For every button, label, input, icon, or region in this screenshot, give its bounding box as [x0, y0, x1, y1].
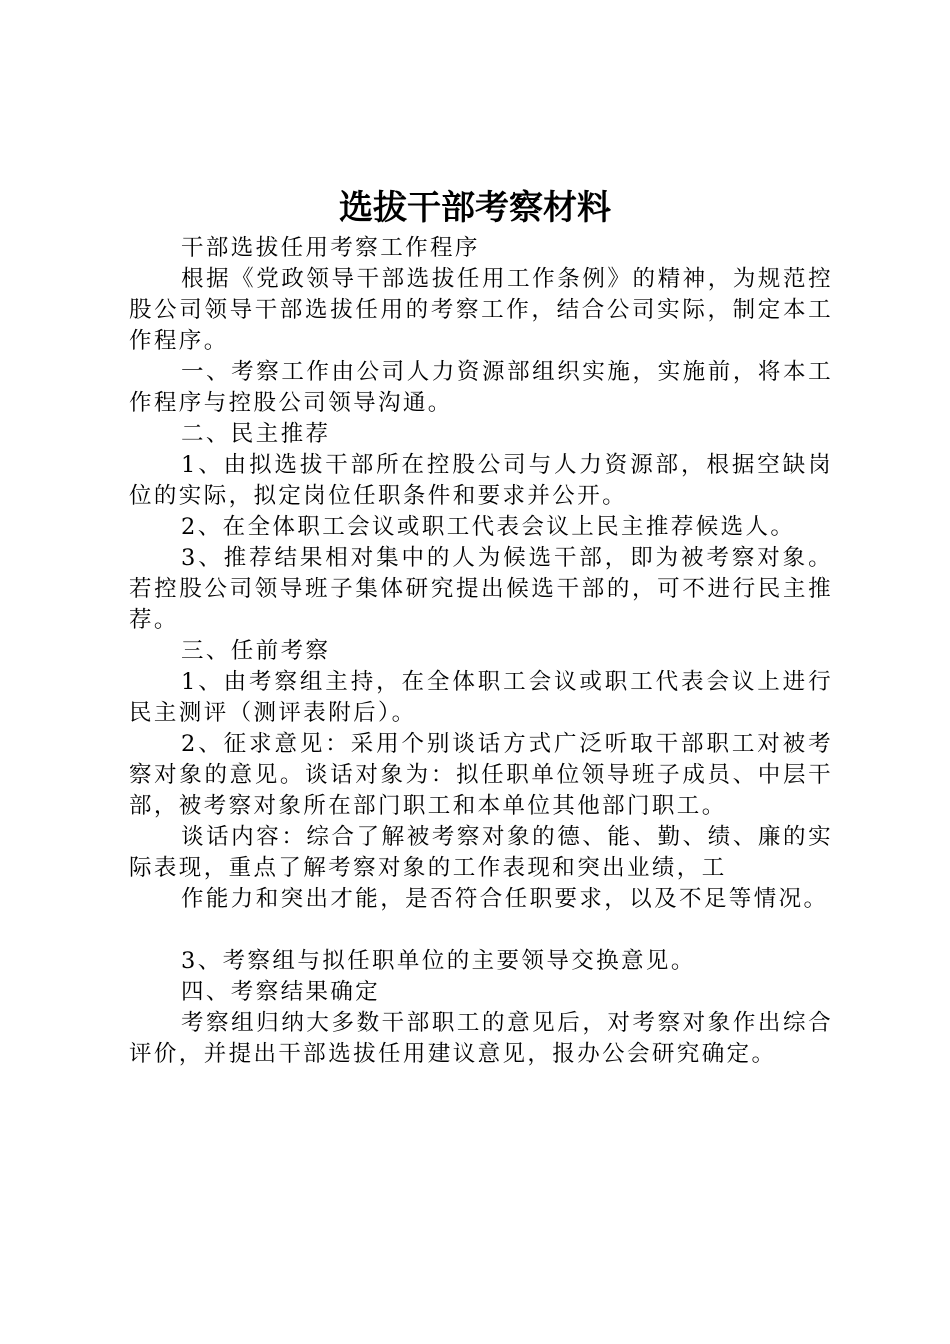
paragraph-3-3: 3、考察组与拟任职单位的主要领导交换意见。	[181, 948, 696, 974]
paragraph-3-1: 1、由考察组主持，在全体职工会议或职工代表会议上进行民主测评（测评表附后）。	[129, 669, 833, 726]
paragraph-section-1: 一、考察工作由公司人力资源部组织实施，实施前，将本工作程序与控股公司领导沟通。	[129, 359, 833, 416]
paragraph-2-2: 2、在全体职工会议或职工代表会议上民主推荐候选人。	[181, 514, 796, 540]
paragraph-2-1: 1、由拟选拔干部所在控股公司与人力资源部，根据空缺岗位的实际，拟定岗位任职条件和要求并公开。	[129, 452, 833, 509]
heading-section-2: 二、民主推荐	[181, 421, 331, 447]
paragraph-intro: 根据《党政领导干部选拔任用工作条例》的精神，为规范控股公司领导干部选拔任用的考察工作，结合公司实际，制定本工作程序。	[129, 266, 833, 354]
heading-section-4: 四、考察结果确定	[181, 979, 381, 1005]
heading-section-3: 三、任前考察	[181, 638, 331, 664]
paragraph-3-2: 2、征求意见：采用个别谈话方式广泛听取干部职工对被考察对象的意见。谈话对象为：拟任职单位领导班子成员、中层干部，被考察对象所在部门职工和本单位其他部门职工。	[129, 731, 833, 819]
paragraph-2-3: 3、推荐结果相对集中的人为候选干部，即为被考察对象。若控股公司领导班子集体研究提出候选干部的，可不进行民主推荐。	[129, 545, 833, 633]
paragraph-interview-content-continued: 作能力和突出才能，是否符合任职要求，以及不足等情况。	[181, 886, 829, 912]
document-body	[129, 233, 833, 1070]
paragraph-interview-content: 谈话内容：综合了解被考察对象的德、能、勤、绩、廉的实际表现，重点了解考察对象的工作表现和突出业绩，工	[129, 824, 833, 881]
document-title: 选拔干部考察材料	[339, 188, 611, 228]
paragraph-4-content: 考察组归纳大多数干部职工的意见后，对考察对象作出综合评价，并提出干部选拔任用建议意见，报办公会研究确定。	[129, 1010, 833, 1067]
paragraph-procedure-heading: 干部选拔任用考察工作程序	[181, 235, 480, 261]
